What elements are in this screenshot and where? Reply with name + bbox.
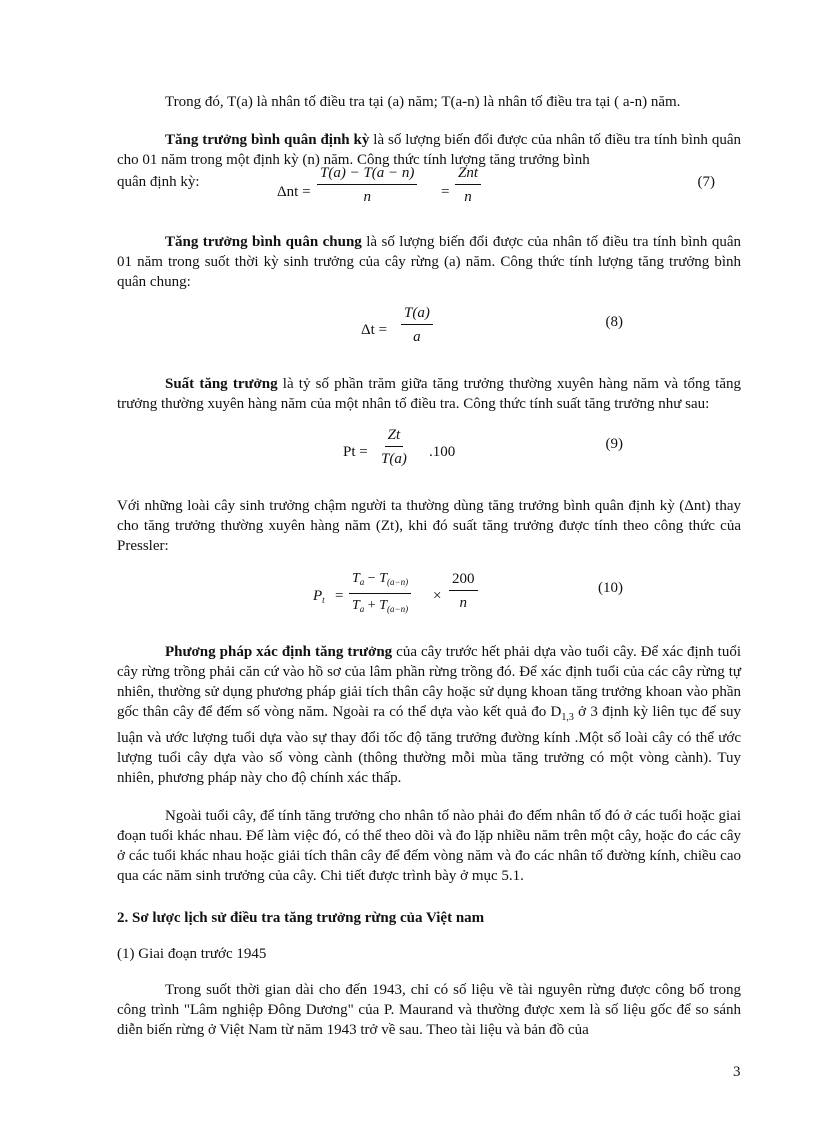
document-body [117,92,741,1040]
paragraph-history: Trong suốt thời gian dài cho đến 1943, chỉ có số liệu về tài nguyên rừng được công bố trong công trình "Lâm nghiệp Đông Dương" của P. Maurand và thường được xem là số liệu gốc để so sánh diễn biến rừng ở Việt Nam từ năm 1943 trở về sau. Theo tài liệu và bản đồ của [117,982,741,1038]
term-mean-annual-growth: Tăng trưởng bình quân chung [165,234,362,250]
term-growth-rate: Suất tăng trưởng [165,376,278,392]
equation-8: Δt = $\frac{T(a)}{a}$ (8) [361,305,623,345]
section-heading: 2. Sơ lược lịch sử điều tra tăng trưởng rừng của Việt nam [117,910,485,926]
term-method: Phương pháp xác định tăng trưởng [165,644,393,660]
paragraph-pressler: Với những loài cây sinh trưởng chậm người ta thường dùng tăng trưởng bình quân định kỳ (Δnt) thay cho tăng trưởng thường xuyên hàng năm (Zt), khi đó suất tăng trưởng được tính theo công thức của Pressler: [117,498,741,554]
equation-9: Pt = $\frac{Zt}{T(a)}$ .100 (9) [343,427,623,467]
subsection-heading: (1) Giai đoạn trước 1945 [117,946,267,962]
paragraph-definition-T: Trong đó, T(a) là nhân tố điều tra tại (a) năm; T(a-n) là nhân tố điều tra tại ( a-n) năm. [165,94,681,110]
paragraph-periodic-growth: Tăng trưởng bình quân định kỳ là số lượng biến đổi được của nhân tố điều tra tính bình quân cho 01 năm trong một định kỳ (n) năm. Công thức tính lượng tăng trưởng bình [117,132,741,168]
page-number: 3 [733,1064,741,1080]
equation-7: quân định kỳ: Δnt = $\frac{T(a) - T(a - n)}{n}$ = Znt n (7) [117,165,715,205]
term-periodic-growth: Tăng trưởng bình quân định kỳ [165,132,370,148]
paragraph-growth-rate: Suất tăng trưởng là tỷ số phần trăm giữa tăng trưởng thường xuyên hàng năm và tổng tăng trưởng thường xuyên hàng năm của một nhân tố điều tra. Công thức tính suất tăng trưởng như sau: [117,376,741,412]
paragraph-method: Phương pháp xác định tăng trưởng của cây trước hết phải dựa vào tuổi cây. Để xác định tuổi cây rừng trồng phải căn cứ vào hồ sơ của lâm phần rừng trồng đó. Để xác định tuổi của các cây rừng tự nhiên, thường sử dụng phương pháp giải tích thân cây hoặc sử dụng khoan tăng trưởng khoan vào phần gốc thân cây để đếm số vòng năm. Ngoài ra có thể dựa vào kết quả đo $D_{1,3}$ ở 3 định kỳ liên tục để suy luận và ước lượng tuổi dựa vào sự thay đổi tốc độ tăng trưởng đường kính .Một số loài cây có thể ước lượng tuổi cây dựa vào số vòng cành (thông thường mỗi mùa tăng trưởng có một vòng cành). Tuy nhiên, phương pháp này cho độ chính xác thấp. [117,644,742,786]
equation-10: $P_t$ = $\frac{T_a - T_{(a-n)}}{T_a + T_{(a-n)}}$ × $\frac{200}{n}$ (10) [313,571,623,614]
paragraph-measurement: Ngoài tuổi cây, để tính tăng trưởng cho nhân tố nào phải đo đếm nhân tố đó ở các tuổi hoặc giai đoạn tuổi khác nhau. Để làm việc đó, có thể theo dõi và đo lặp nhiều năm trên một cây, hoặc đo các cây ở các tuổi khác nhau hoặc giải tích thân cây để đếm vòng năm và đo các nhân tố đường kính, chiều cao qua các năm sinh trưởng của cây. Chi tiết được trình bày ở mục 5.1. [117,808,741,884]
paragraph-mean-annual-growth: Tăng trưởng bình quân chung là số lượng biến đổi được của nhân tố điều tra tính bình quân 01 năm trong suốt thời kỳ sinh trưởng của cây rừng (a) năm. Công thức tính lượng tăng trưởng bình quân chung: [117,234,741,290]
